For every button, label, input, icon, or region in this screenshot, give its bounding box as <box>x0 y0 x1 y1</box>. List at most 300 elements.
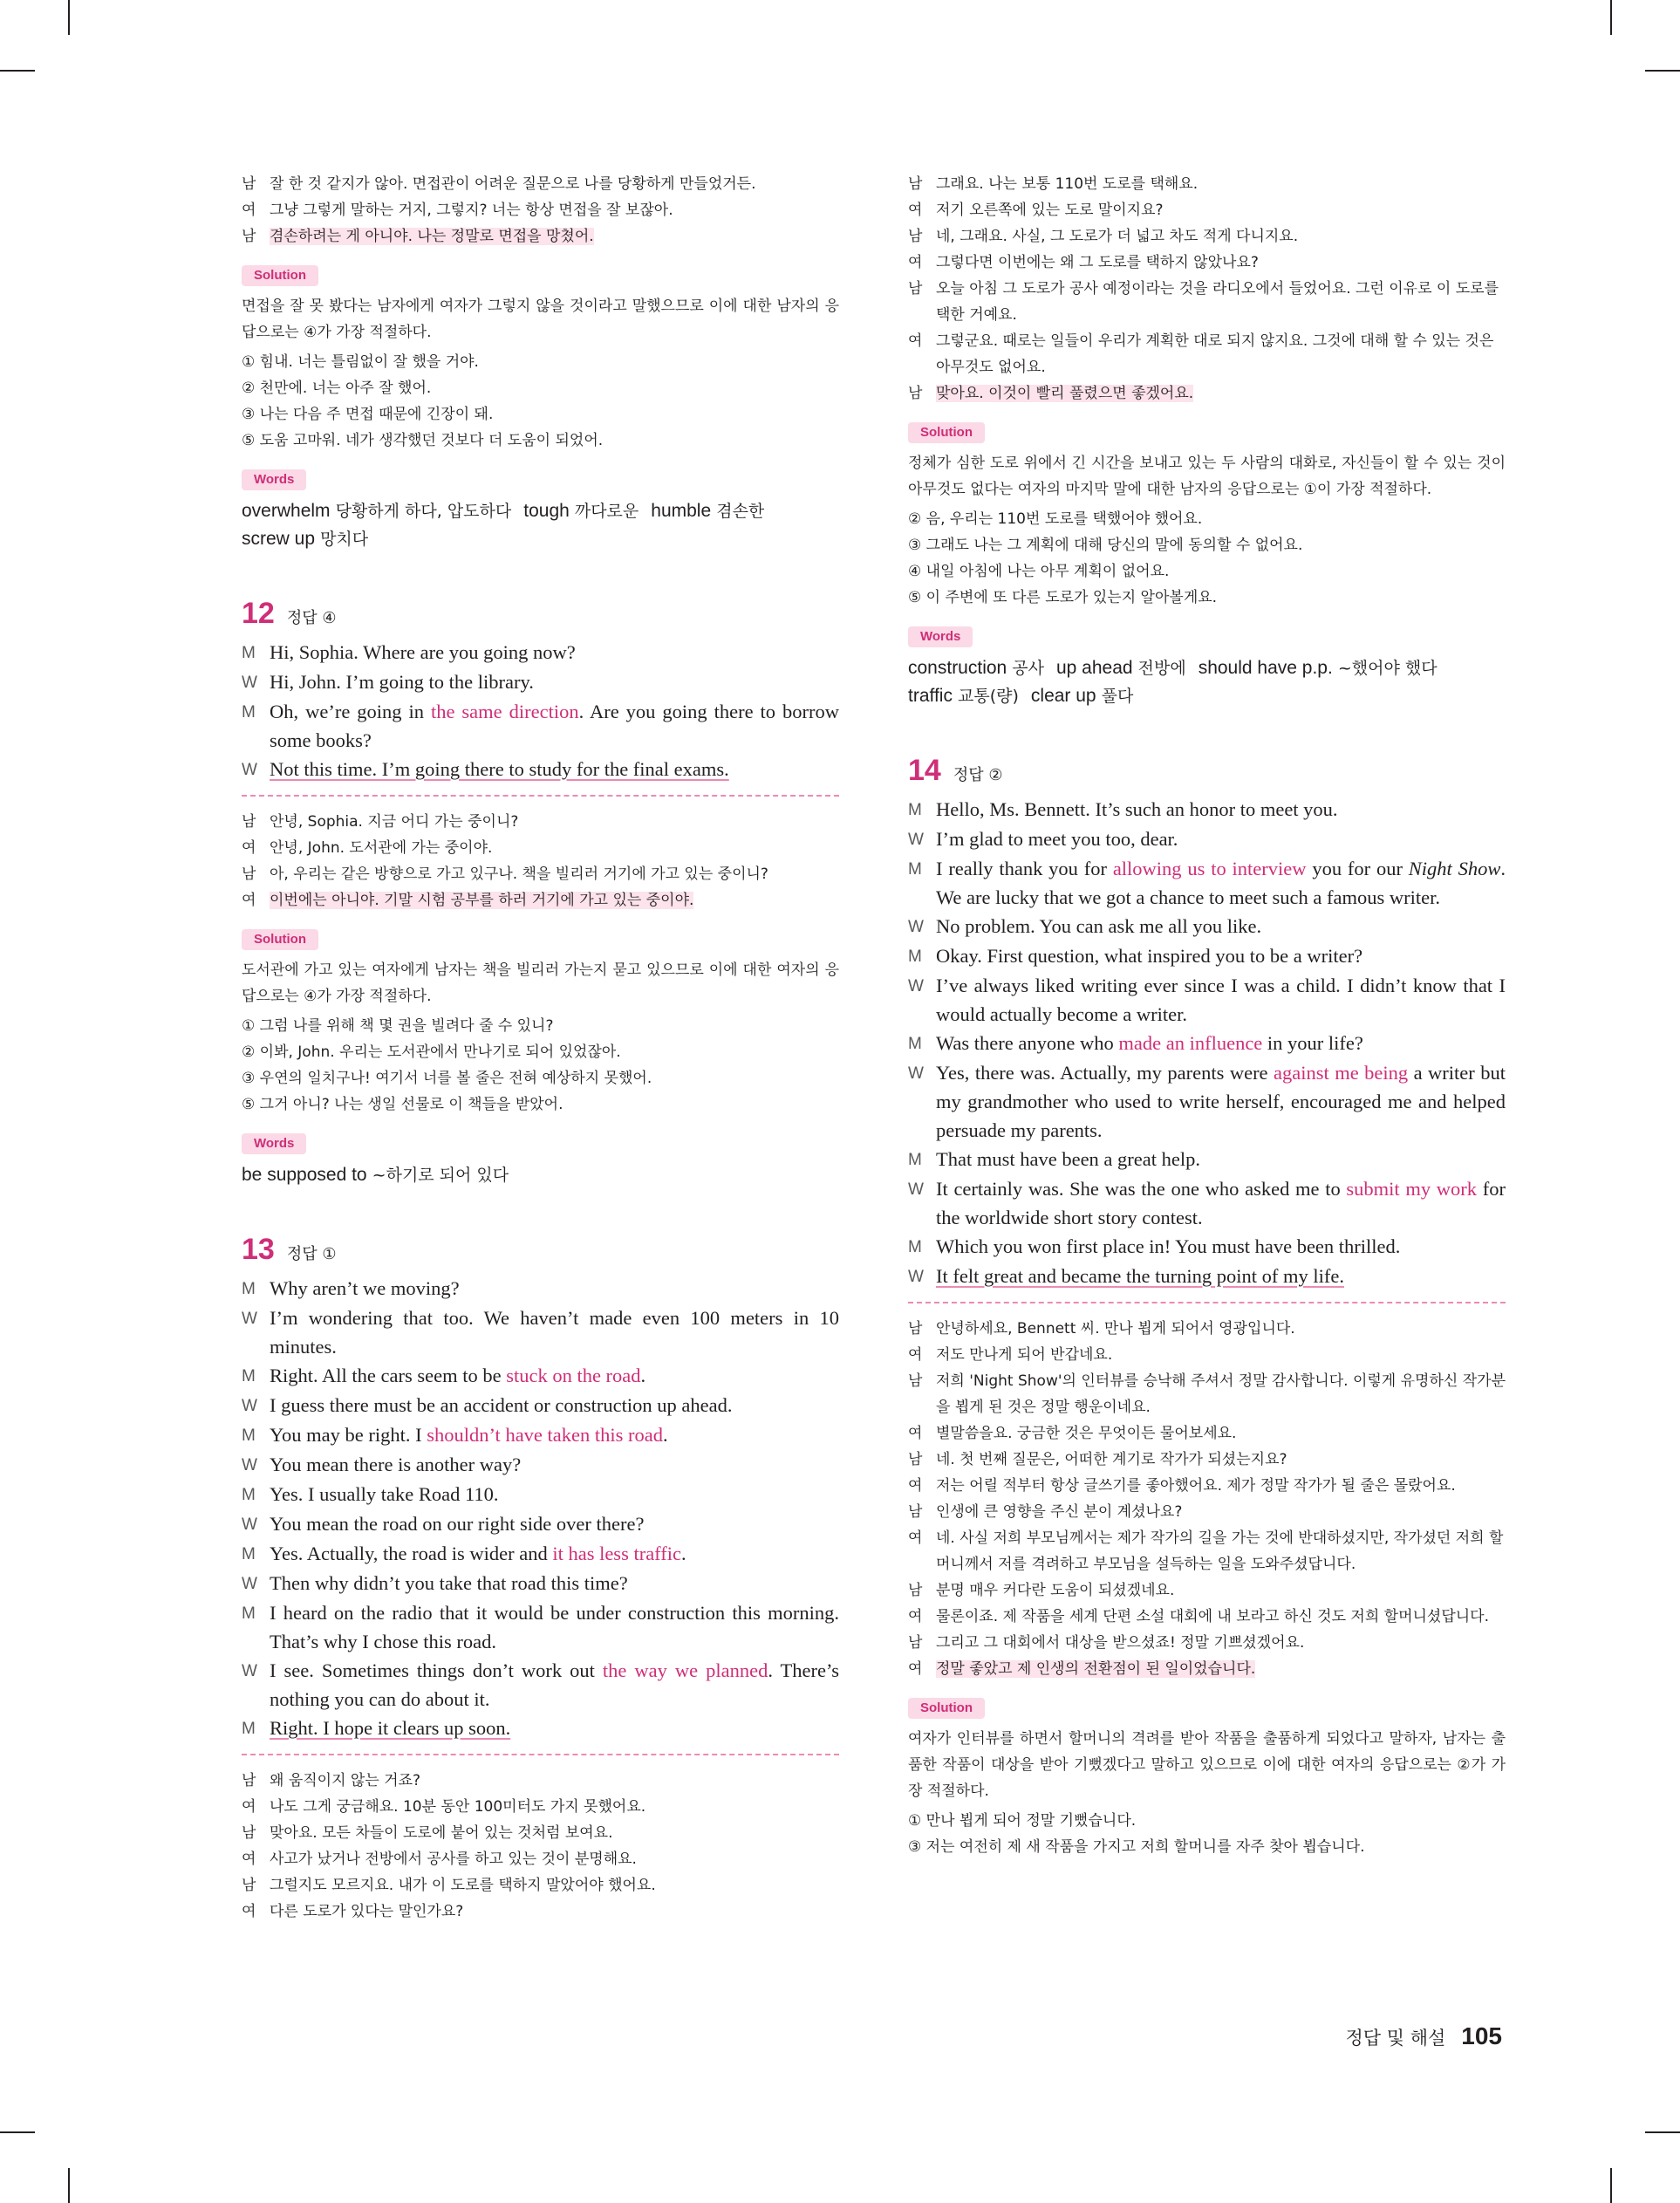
solution-badge: Solution <box>908 422 985 443</box>
translation-text: 맞아요. 모든 차들이 도로에 붙어 있는 것처럼 보여요. <box>270 1824 613 1842</box>
vocab-item <box>908 659 1044 678</box>
dialog-line <box>908 1145 1506 1174</box>
speaker-label: 여 <box>908 1660 923 1678</box>
dialog-line <box>242 1598 839 1656</box>
text-run: Yes. I usually take Road 110. <box>270 1483 499 1505</box>
translation-text: 저기 오른쪽에 있는 도로 말이지요? <box>936 202 1164 219</box>
speaker-label: 여 <box>908 1608 923 1625</box>
speaker-label: 여 <box>908 1529 923 1547</box>
word-list <box>908 654 1506 710</box>
vocab-term: should have p.p. <box>1198 658 1333 678</box>
left-column <box>242 171 839 1925</box>
footer-label: 정답 및 해설 <box>1345 2028 1446 2049</box>
translation-line <box>908 250 1506 276</box>
vocab-meaning: 까다로운 <box>569 502 639 521</box>
text-run: You may be right. I <box>270 1424 427 1446</box>
translation-line <box>242 1820 839 1846</box>
option-item: ① 만나 뵙게 되어 정말 기뻤습니다. <box>908 1812 1137 1830</box>
q13-korean-a <box>242 1768 839 1925</box>
dialog-line <box>908 912 1506 941</box>
dialog-line <box>242 1274 839 1303</box>
translation-line <box>242 223 839 250</box>
speaker-label: M <box>242 1426 256 1445</box>
speaker-label: M <box>242 1720 256 1738</box>
dialog-text <box>270 1598 839 1656</box>
option-item: ① 힘내. 너는 틀림없이 잘 했을 거야. <box>242 353 479 371</box>
text-run: . <box>640 1365 646 1386</box>
speaker-label: M <box>908 1035 922 1053</box>
dialog-text <box>270 697 839 755</box>
right-column <box>908 171 1506 1860</box>
page-footer <box>1346 2022 1503 2050</box>
speaker-label: 남 <box>908 280 923 298</box>
text-run: Hello, Ms. Bennett. It’s such an honor to meet you. <box>936 798 1338 820</box>
dialog-text <box>270 1480 839 1509</box>
speaker-label: 여 <box>242 839 256 857</box>
translation-text: 인생에 큰 영향을 주신 분이 계셨나요? <box>936 1503 1183 1521</box>
translation-line <box>242 1846 839 1872</box>
translation-text: 저도 만나게 되어 반갑네요. <box>936 1346 1113 1364</box>
speaker-label: 남 <box>908 228 923 245</box>
translation-text: 안녕하세요, Bennett 씨. 만나 뵙게 되어서 영광입니다. <box>936 1320 1295 1338</box>
vocab-item <box>242 1166 509 1185</box>
speaker-label: W <box>242 1310 257 1328</box>
answer-sentence: Right. I hope it clears up soon. <box>270 1717 511 1739</box>
translation-text <box>270 887 839 913</box>
crop-mark <box>0 2131 35 2133</box>
option-item: ③ 저는 여전히 제 새 작품을 가지고 저희 할머니를 자주 찾아 뵙습니다. <box>908 1838 1365 1856</box>
translation-text: 왜 움직이지 않는 거죠? <box>270 1772 421 1789</box>
answer-label: 정답 ② <box>953 766 1003 784</box>
text-run: Night Show <box>1408 858 1501 879</box>
dialog-text <box>936 1145 1506 1174</box>
speaker-label: 남 <box>908 1503 923 1521</box>
crop-mark <box>68 2168 70 2203</box>
text-run: Was there anyone who <box>936 1032 1119 1054</box>
speaker-label: 남 <box>908 1320 923 1338</box>
dialog-text <box>936 1058 1506 1145</box>
q12-header <box>242 597 839 631</box>
dialog-line <box>242 1303 839 1361</box>
text-run: Which you won first place in! You must have been thrilled. <box>936 1235 1401 1257</box>
key-phrase: stuck on the road <box>506 1365 641 1386</box>
translation-line <box>908 380 1506 407</box>
speaker-label: 남 <box>242 228 256 245</box>
translation-text: 분명 매우 커다란 도움이 되셨겠네요. <box>936 1582 1175 1599</box>
solution-badge: Solution <box>908 1698 985 1719</box>
speaker-label: W <box>908 1064 924 1083</box>
speaker-label: M <box>242 1604 256 1623</box>
speaker-label: W <box>242 1662 257 1680</box>
vocab-term: construction <box>908 658 1007 678</box>
dialog-text <box>936 1232 1506 1262</box>
translation-line <box>908 1368 1506 1420</box>
translation-text: 그냥 그렇게 말하는 거지, 그렇지? 너는 항상 면접을 잘 보잖아. <box>270 202 673 219</box>
option-item: ⑤ 그거 아니? 나는 생일 선물로 이 책들을 받았어. <box>242 1096 563 1113</box>
speaker-label: M <box>908 1238 922 1256</box>
question-number: 13 <box>242 1233 275 1266</box>
speaker-label: 여 <box>908 1477 923 1495</box>
text-run: You mean there is another way? <box>270 1454 522 1475</box>
q13-dialog <box>242 1274 839 1743</box>
crop-mark <box>1610 2168 1612 2203</box>
dialog-text <box>270 1420 839 1450</box>
question-number: 12 <box>242 597 275 630</box>
speaker-label: 남 <box>242 1824 256 1842</box>
q13-words <box>908 626 1506 710</box>
vocab-term: screw up <box>242 529 316 549</box>
translation-line <box>908 1316 1506 1342</box>
speaker-label: M <box>242 1280 256 1298</box>
translation-text <box>936 380 1506 407</box>
text-run: That must have been a great help. <box>936 1148 1201 1170</box>
vocab-item <box>908 687 1019 706</box>
text-run: Hi, John. I’m going to the library. <box>270 671 534 693</box>
dialog-line <box>242 1714 839 1743</box>
solution-text: 정체가 심한 도로 위에서 긴 시간을 보내고 있는 두 사람의 대화로, 자신들이 할 수 있는 것이 아무것도 없다는 여자의 마지막 말에 대한 남자의 응답으로는 ①이 가장 적절하다. <box>908 455 1506 498</box>
q14-solution <box>908 1698 1506 1860</box>
speaker-label: 남 <box>908 1634 923 1652</box>
speaker-label: M <box>242 1545 256 1563</box>
answer-label: 정답 ① <box>286 1245 337 1263</box>
speaker-label: 여 <box>908 332 923 350</box>
speaker-label: 남 <box>908 1451 923 1468</box>
speaker-label: W <box>908 977 924 995</box>
speaker-label: M <box>908 948 922 966</box>
translation-text: 사고가 났거나 전방에서 공사를 하고 있는 것이 분명해요. <box>270 1851 637 1868</box>
vocab-meaning: 겸손한 <box>711 502 765 521</box>
option-item: ④ 내일 아침에 나는 아무 계획이 없어요. <box>908 563 1170 580</box>
dialog-text <box>936 795 1506 824</box>
speaker-label: W <box>242 761 257 779</box>
dialog-line <box>908 824 1506 854</box>
q14-dialog <box>908 795 1506 1291</box>
dialog-line <box>908 795 1506 824</box>
speaker-label: 남 <box>908 1372 923 1390</box>
key-phrase: made an influence <box>1118 1032 1263 1054</box>
translation-text: 안녕, John. 도서관에 가는 중이야. <box>270 839 493 857</box>
text-run: you for our <box>1306 858 1409 879</box>
option-item: ① 그럼 나를 위해 책 몇 권을 빌려다 줄 수 있니? <box>242 1017 554 1035</box>
translation-text: 네. 첫 번째 질문은, 어떠한 계기로 작가가 되셨는지요? <box>936 1451 1287 1468</box>
dialog-text <box>270 638 839 667</box>
vocab-item <box>242 530 368 549</box>
text-run: Oh, we’re going in <box>270 701 431 722</box>
speaker-label: W <box>242 1456 257 1474</box>
translation-line <box>242 197 839 223</box>
text-run: for the worldwide short story contest. <box>936 1178 1506 1228</box>
translation-line <box>908 223 1506 250</box>
speaker-label: M <box>908 1151 922 1169</box>
speaker-label: 여 <box>242 1903 256 1920</box>
translation-line <box>242 1768 839 1794</box>
text-run: Right. All the cars seem to be <box>270 1365 507 1386</box>
key-phrase: shouldn’t have taken this road <box>427 1424 663 1446</box>
dialog-text <box>936 941 1506 971</box>
translation-text: 네, 그래요. 사실, 그 도로가 더 넓고 차도 적게 다니지요. <box>936 228 1299 245</box>
dialog-line <box>242 1509 839 1539</box>
dialog-text <box>270 755 839 784</box>
translation-line <box>242 809 839 835</box>
vocab-term: overwhelm <box>242 501 331 521</box>
vocab-term: be supposed to <box>242 1165 367 1185</box>
option-item: ③ 나는 다음 주 면접 때문에 긴장이 돼. <box>242 406 494 423</box>
translation-line <box>908 1499 1506 1525</box>
speaker-label: 남 <box>908 1582 923 1599</box>
solution-text: 여자가 인터뷰를 하면서 할머니의 격려를 받아 작품을 출품하게 되었다고 말하자, 남자는 출품한 작품이 대상을 받아 기뻤겠다고 말하고 있으므로 이에 대한 여자의 응답으로는 ②가 가장 적절하다. <box>908 1730 1506 1800</box>
key-phrase: submit my work <box>1346 1178 1478 1200</box>
dialog-line <box>242 1450 839 1480</box>
words-badge: Words <box>242 1133 306 1154</box>
text-run: I’ve always liked writing ever since I was a child. I didn’t know that I would actually become a writer. <box>936 975 1506 1025</box>
option-list <box>242 349 839 454</box>
option-item: ② 이봐, John. 우리는 도서관에서 만나기로 되어 있었잖아. <box>242 1043 621 1061</box>
translation-text: 오늘 아침 그 도로가 공사 예정이라는 것을 라디오에서 들었어요. 그런 이유로 이 도로를 택한 거예요. <box>936 280 1499 324</box>
translation-text: 아, 우리는 같은 방향으로 가고 있구나. 책을 빌리러 거기에 가고 있는 중이니? <box>270 865 768 883</box>
dialog-line <box>242 1361 839 1391</box>
dialog-text <box>270 1303 839 1361</box>
dialog-text <box>270 1714 839 1743</box>
solution-badge: Solution <box>242 265 318 286</box>
translation-text <box>270 223 839 250</box>
dialog-line <box>908 1029 1506 1058</box>
text-run: Yes. Actually, the road is wider and <box>270 1543 553 1564</box>
vocab-item <box>1199 659 1438 678</box>
dialog-text <box>270 1539 839 1569</box>
q11-solution <box>242 265 839 454</box>
q13-header <box>242 1233 839 1267</box>
option-item: ⑤ 이 주변에 또 다른 도로가 있는지 알아볼게요. <box>908 589 1218 606</box>
vocab-term: humble <box>651 501 712 521</box>
q12-dialog <box>242 638 839 784</box>
vocab-term: up ahead <box>1055 658 1133 678</box>
q11-korean-tail <box>242 171 839 250</box>
speaker-label: 남 <box>908 385 923 402</box>
vocab-item <box>242 502 511 521</box>
option-item: ② 천만에. 너는 아주 잘 했어. <box>242 380 432 397</box>
q14-header <box>908 754 1506 788</box>
translation-line <box>908 1525 1506 1577</box>
q13-solution <box>908 422 1506 611</box>
option-item: ③ 우연의 일치구나! 여기서 너를 볼 줄은 전혀 예상하지 못했어. <box>242 1070 652 1087</box>
speaker-label: 여 <box>242 1851 256 1868</box>
translation-line <box>908 1577 1506 1604</box>
vocab-meaning: 당황하게 하다, 압도하다 <box>330 502 512 521</box>
translation-line <box>242 887 839 913</box>
translation-line <box>242 835 839 861</box>
speaker-label: M <box>242 703 256 722</box>
translation-text: 저는 어릴 적부터 항상 글쓰기를 좋아했어요. 제가 정말 작가가 될 줄은 몰랐어요. <box>936 1477 1456 1495</box>
option-list <box>908 506 1506 611</box>
translation-line <box>908 171 1506 197</box>
dialog-line <box>242 1420 839 1450</box>
speaker-label: W <box>908 1180 924 1199</box>
translation-line <box>908 1447 1506 1473</box>
q13-korean-b <box>908 171 1506 407</box>
dialog-text <box>270 667 839 697</box>
divider <box>908 1302 1506 1303</box>
answer-label: 정답 ④ <box>286 609 337 627</box>
highlighted-answer: 맞아요. 이것이 빨리 풀렸으면 좋겠어요. <box>936 385 1194 402</box>
translation-text: 그렇다면 이번에는 왜 그 도로를 택하지 않았나요? <box>936 254 1259 271</box>
vocab-term: traffic <box>908 686 953 706</box>
dialog-text <box>270 1391 839 1420</box>
dialog-text <box>936 854 1506 912</box>
key-phrase: it has less traffic <box>552 1543 681 1564</box>
dialog-line <box>242 1480 839 1509</box>
speaker-label: 남 <box>242 865 256 883</box>
solution-badge: Solution <box>242 929 318 950</box>
words-badge: Words <box>908 626 973 647</box>
text-run: . We are lucky that we got a chance to meet such a famous writer. <box>936 858 1506 908</box>
dialog-text <box>270 1509 839 1539</box>
vocab-item <box>523 502 639 521</box>
dialog-line <box>908 971 1506 1029</box>
speaker-label: 여 <box>242 1798 256 1816</box>
dialog-text <box>270 1569 839 1598</box>
text-run: No problem. You can ask me all you like. <box>936 915 1262 937</box>
translation-text: 그럴지도 모르지요. 내가 이 도로를 택하지 말았어야 했어요. <box>270 1877 656 1894</box>
translation-line <box>242 1872 839 1899</box>
dialog-line <box>908 941 1506 971</box>
speaker-label: W <box>908 918 924 936</box>
vocab-meaning: 공사 <box>1007 659 1044 678</box>
text-run: Hi, Sophia. Where are you going now? <box>270 641 576 663</box>
q11-words <box>242 469 839 553</box>
translation-text: 네. 사실 저희 부모님께서는 제가 작가의 길을 가는 것에 반대하셨지만, 작가셨던 저희 할머니께서 저를 격려하고 부모님을 설득하는 일을 도와주셨답니다. <box>936 1529 1504 1573</box>
answer-sentence: Not this time. I’m going there to study for the final exams. <box>270 758 729 780</box>
vocab-meaning: 전방에 <box>1132 659 1186 678</box>
speaker-label: 여 <box>242 892 256 909</box>
dialog-line <box>242 638 839 667</box>
dialog-line <box>242 1569 839 1598</box>
dialog-text <box>936 1174 1506 1232</box>
speaker-label: 남 <box>242 175 256 193</box>
vocab-meaning: 망치다 <box>315 530 369 549</box>
text-run: . Are you going there to borrow some books? <box>270 701 839 751</box>
dialog-line <box>242 1391 839 1420</box>
crop-mark <box>1610 0 1612 35</box>
translation-text: 나도 그게 궁금해요. 10분 동안 100미터도 가지 못했어요. <box>270 1798 646 1816</box>
text-run: . <box>681 1543 686 1564</box>
divider <box>242 795 839 797</box>
speaker-label: 남 <box>242 1877 256 1894</box>
word-list <box>242 497 839 553</box>
text-run: a writer but my grandmother who used to write herself, encouraged me and helped persuade my parents. <box>936 1062 1506 1141</box>
dialog-line <box>908 1262 1506 1291</box>
speaker-label: W <box>908 1268 924 1286</box>
highlighted-answer: 정말 좋았고 제 인생의 전환점이 된 일이었습니다. <box>936 1660 1256 1678</box>
dialog-text <box>936 824 1506 854</box>
translation-line <box>242 1899 839 1925</box>
translation-line <box>242 861 839 887</box>
option-item: ⑤ 도움 고마워. 네가 생각했던 것보다 더 도움이 되었어. <box>242 432 604 449</box>
translation-line <box>908 1342 1506 1368</box>
crop-mark <box>68 0 70 35</box>
dialog-line <box>908 1174 1506 1232</box>
dialog-text <box>270 1450 839 1480</box>
text-run: Then why didn’t you take that road this time? <box>270 1572 628 1594</box>
dialog-text <box>936 912 1506 941</box>
vocab-meaning: ~했어야 했다 <box>1332 659 1438 678</box>
translation-line <box>908 197 1506 223</box>
text-run: Okay. First question, what inspired you to be a writer? <box>936 945 1363 967</box>
translation-text: 별말씀을요. 궁금한 것은 무엇이든 물어보세요. <box>936 1425 1237 1442</box>
dialog-line <box>242 697 839 755</box>
speaker-label: 남 <box>242 813 256 831</box>
translation-text: 물론이죠. 제 작품을 세계 단편 소설 대회에 내 보라고 하신 것도 저희 할머니셨답니다. <box>936 1608 1490 1625</box>
words-badge: Words <box>242 469 306 490</box>
translation-text: 잘 한 것 같지가 않아. 면접관이 어려운 질문으로 나를 당황하게 만들었거든. <box>270 175 756 193</box>
key-phrase: allowing us to interview <box>1112 858 1307 879</box>
text-run: You mean the road on our right side over there? <box>270 1513 645 1535</box>
q12-korean <box>242 809 839 913</box>
option-list <box>908 1808 1506 1860</box>
translation-line <box>908 1630 1506 1656</box>
text-run: Yes, there was. Actually, my parents were <box>936 1062 1274 1084</box>
speaker-label: W <box>242 1397 257 1415</box>
speaker-label: W <box>242 674 257 692</box>
highlighted-answer: 이번에는 아니야. 기말 시험 공부를 하러 거기에 가고 있는 중이야. <box>270 892 694 909</box>
text-run: I guess there must be an accident or construction up ahead. <box>270 1394 733 1416</box>
q12-solution <box>242 929 839 1118</box>
dialog-text <box>270 1656 839 1714</box>
dialog-text <box>936 1262 1506 1291</box>
q14-korean <box>908 1316 1506 1682</box>
translation-line <box>908 1604 1506 1630</box>
vocab-meaning: 교통(량) <box>952 687 1019 706</box>
speaker-label: 여 <box>908 254 923 271</box>
dialog-line <box>908 854 1506 912</box>
dialog-line <box>242 755 839 784</box>
speaker-label: 여 <box>242 202 256 219</box>
translation-line <box>242 1794 839 1820</box>
speaker-label: M <box>908 801 922 819</box>
solution-text: 면접을 잘 못 봤다는 남자에게 여자가 그렇지 않을 것이라고 말했으므로 이에 대한 남자의 응답으로는 ④가 가장 적절하다. <box>242 298 839 341</box>
translation-text: 다른 도로가 있다는 말인가요? <box>270 1903 464 1920</box>
text-run: Why aren’t we moving? <box>270 1277 460 1299</box>
vocab-meaning: 풀다 <box>1096 687 1134 706</box>
dialog-line <box>908 1232 1506 1262</box>
option-list <box>242 1013 839 1118</box>
option-item: ③ 그래도 나는 그 계획에 대해 당신의 말에 동의할 수 없어요. <box>908 537 1303 554</box>
option-item: ② 음, 우리는 110번 도로를 택했어야 했어요. <box>908 510 1203 528</box>
text-run: It certainly was. She was the one who asked me to <box>936 1178 1347 1200</box>
crop-mark <box>1645 70 1680 72</box>
translation-text <box>936 1656 1506 1682</box>
speaker-label: 여 <box>908 202 923 219</box>
dialog-line <box>242 1656 839 1714</box>
speaker-label: M <box>908 860 922 879</box>
vocab-meaning: ~하기로 되어 있다 <box>366 1166 509 1185</box>
vocab-term: tough <box>523 501 570 521</box>
translation-text: 그리고 그 대회에서 대상을 받으셨죠! 정말 기쁘셨겠어요. <box>936 1634 1305 1652</box>
highlighted-answer: 겸손하려는 게 아니야. 나는 정말로 면접을 망쳤어. <box>270 228 594 245</box>
speaker-label: 남 <box>242 1772 256 1789</box>
translation-line <box>908 1420 1506 1447</box>
speaker-label: 여 <box>908 1346 923 1364</box>
text-run: I’m glad to meet you too, dear. <box>936 828 1178 850</box>
vocab-item <box>651 502 764 521</box>
translation-line <box>908 1473 1506 1499</box>
dialog-line <box>242 1539 839 1569</box>
answer-sentence: It felt great and became the turning point of my life. <box>936 1265 1344 1287</box>
speaker-label: W <box>242 1515 257 1534</box>
translation-text: 그래요. 나는 보통 110번 도로를 택해요. <box>936 175 1199 193</box>
text-run: I really thank you for <box>936 858 1113 879</box>
text-run: . There’s nothing you can do about it. <box>270 1659 840 1710</box>
speaker-label: W <box>242 1575 257 1593</box>
